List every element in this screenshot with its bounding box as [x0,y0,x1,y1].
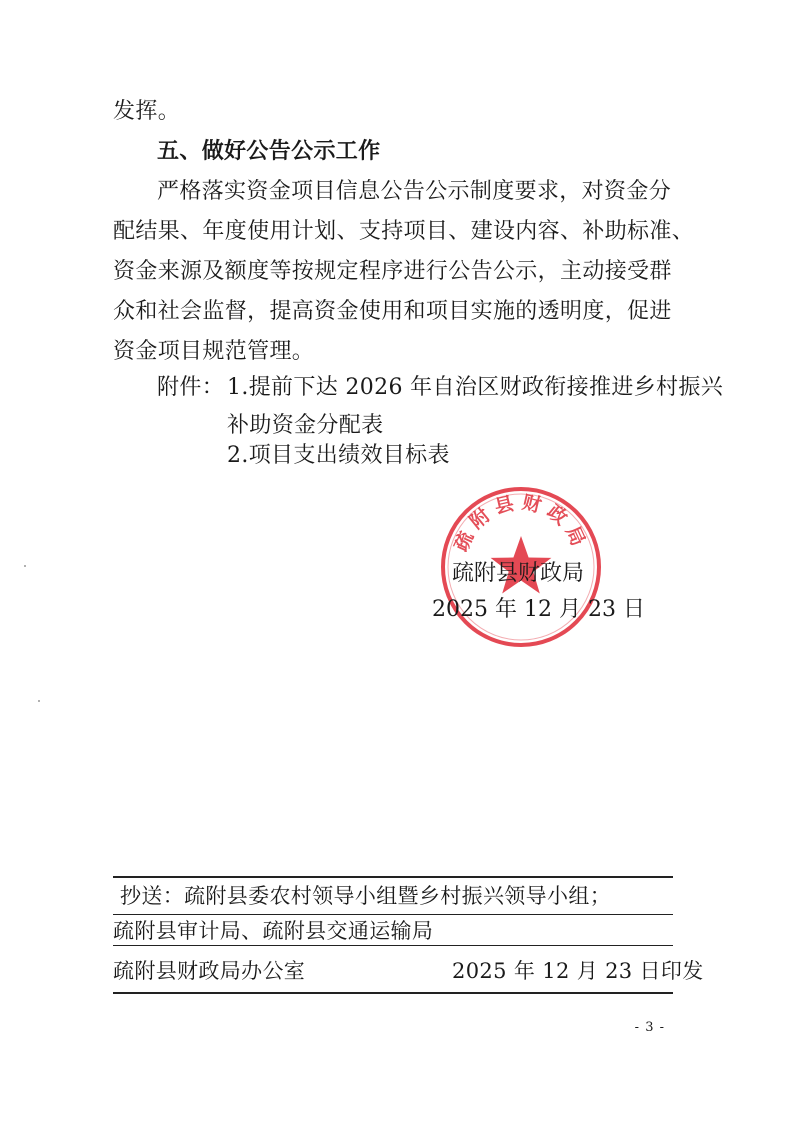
body-line-5: 资金来源及额度等按规定程序进行公告公示，主动接受群 [113,259,672,284]
cc-label: 抄送： [120,884,185,908]
attachment-item-2: 2.项目支出绩效目标表 [227,443,450,468]
body-line-7: 资金项目规范管理。 [113,339,315,364]
cc-recipients-1: 疏附县委农村领导小组暨乡村振兴领导小组； [184,884,612,908]
issue-date: 2025 年 12 月 23 日印发 [452,959,704,983]
signer-date: 2025 年 12 月 23 日 [432,597,645,622]
page-number: - 3 - [634,1020,665,1035]
issuer-office: 疏附县财政局办公室 [113,959,306,983]
body-line-1: 发挥。 [113,99,181,124]
scan-speck [38,700,40,702]
cc-recipients-2: 疏附县审计局、疏附县交通运输局 [113,919,434,943]
body-line-3: 严格落实资金项目信息公告公示制度要求，对资金分 [157,179,672,204]
footer-rule-bottom [113,992,673,994]
cc-line-1 [120,880,690,912]
attachment-item-1-cont: 补助资金分配表 [227,413,384,438]
attachment-label: 附件： [157,375,225,400]
footer-rule-top [113,876,673,878]
body-line-6: 众和社会监督，提高资金使用和项目实施的透明度，促进 [113,299,672,324]
footer-rule-mid2 [113,945,673,946]
attachment-item-1: 1.提前下达 2026 年自治区财政衔接推进乡村振兴 [227,375,724,400]
body-line-4: 配结果、年度使用计划、支持项目、建设内容、补助标准、 [113,219,695,244]
signer-org: 疏附县财政局 [452,561,585,586]
seal-text: 疏附县财政局 [450,491,592,555]
section-heading: 五、做好公告公示工作 [157,139,381,164]
scan-speck [24,565,26,567]
